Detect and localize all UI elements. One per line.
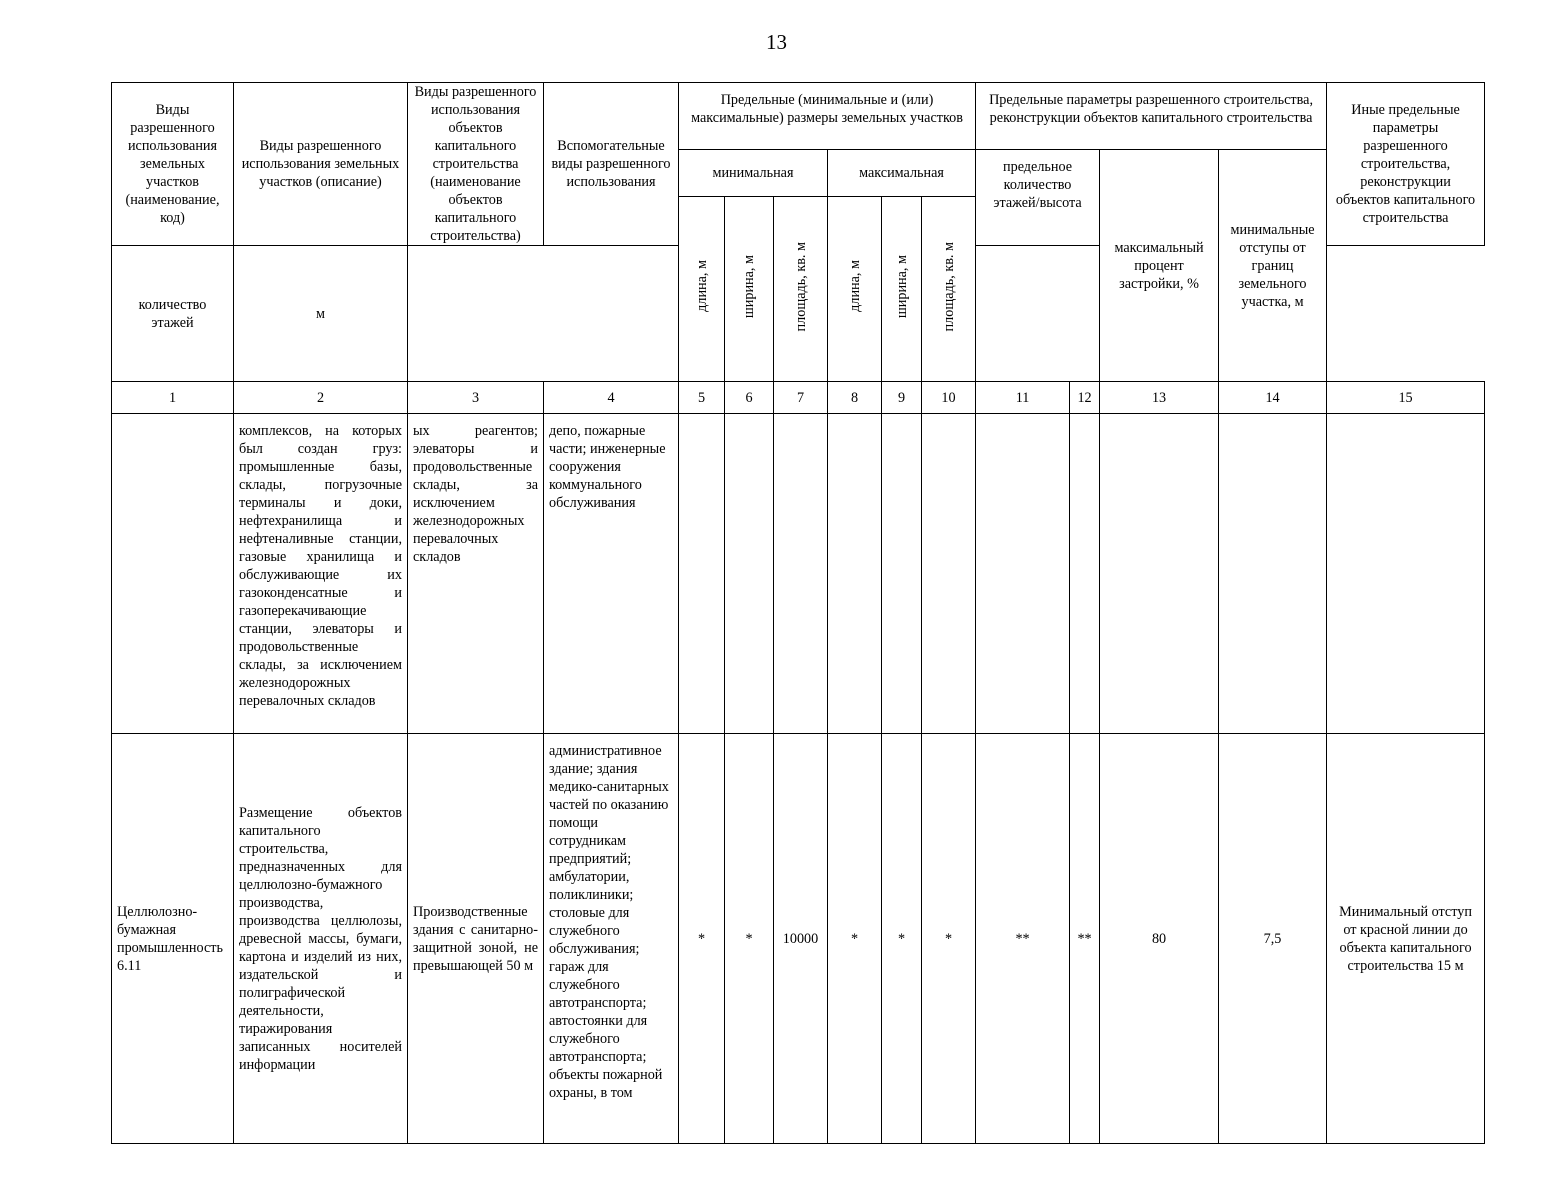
column-number: 11 <box>976 382 1070 414</box>
header-min-length-cell <box>679 196 725 382</box>
header-min-width: ширина, м <box>741 254 757 318</box>
header-group-params: Предельные параметры разрешенного строительства, реконструкции объектов капитального строительства <box>976 83 1327 150</box>
column-number: 2 <box>234 382 408 414</box>
header-minimal: минимальная <box>679 150 828 197</box>
row2-c7: 10000 <box>774 734 828 1144</box>
row1-c14 <box>1219 414 1327 734</box>
row2-c11: ** <box>976 734 1070 1144</box>
column-number: 8 <box>828 382 882 414</box>
column-number: 10 <box>922 382 976 414</box>
row1-c11 <box>976 414 1070 734</box>
row1-c1 <box>112 414 234 734</box>
row2-c8: * <box>828 734 882 1144</box>
header-meters: м <box>234 246 408 382</box>
header-floors-height: предельное количество этажей/высота <box>976 150 1100 246</box>
column-number: 6 <box>725 382 774 414</box>
column-numbers-row <box>112 382 1485 414</box>
header-col4: Вспомогательные виды разрешенного использования <box>544 83 679 246</box>
header-max-percent: максимальный процент застройки, % <box>1100 150 1219 382</box>
row1-c8 <box>828 414 882 734</box>
row1-c7 <box>774 414 828 734</box>
header-min-setbacks: минимальные отступы от границ земельного участка, м <box>1219 150 1327 382</box>
row2-c15: Минимальный отступ от красной линии до объекта капитального строительства 15 м <box>1327 734 1485 1144</box>
table-row <box>112 414 1485 734</box>
row1-c10 <box>922 414 976 734</box>
header-min-area: площадь, кв. м <box>792 241 809 331</box>
header-max-width: ширина, м <box>893 254 910 318</box>
table-row <box>112 734 1485 1144</box>
row1-c6 <box>725 414 774 734</box>
header-max-area-cell <box>922 196 976 382</box>
column-number: 3 <box>408 382 544 414</box>
row2-c2: Размещение объектов капитального строительства, предназначенных для целлюлозно-бумажного производства, производства целлюлозы, древесной массы, бумаги, картона и изделий из них, издательской и полиграфической деятельности, тиражирования записанных носителей информации <box>234 734 408 1144</box>
header-maximal: максимальная <box>828 150 976 197</box>
column-number: 4 <box>544 382 679 414</box>
header-group-sizes: Предельные (минимальные и (или) максимальные) размеры земельных участков <box>679 83 976 150</box>
header-max-area: площадь, кв. м <box>940 241 957 331</box>
row1-c4: депо, пожарные части; инженерные сооружения коммунального обслуживания <box>544 414 679 734</box>
row2-c9: * <box>882 734 922 1144</box>
header-col1: Виды разрешенного использования земельных участков (наименование, код) <box>112 83 234 246</box>
header-col2: Виды разрешенного использования земельных участков (описание) <box>234 83 408 246</box>
header-col15: Иные предельные параметры разрешенного строительства, реконструкции объектов капитального строительства <box>1327 83 1485 246</box>
row1-c5 <box>679 414 725 734</box>
row2-c10: * <box>922 734 976 1144</box>
row2-c6: * <box>725 734 774 1144</box>
row2-c13: 80 <box>1100 734 1219 1144</box>
regulations-table <box>111 82 1485 1144</box>
column-number: 1 <box>112 382 234 414</box>
column-number: 14 <box>1219 382 1327 414</box>
row2-c5: * <box>679 734 725 1144</box>
header-min-area-cell <box>774 196 828 382</box>
header-max-length: длина, м <box>846 260 863 313</box>
row1-c3: ых реагентов; элеваторы и продовольственные склады, за исключением железнодорожных перевалочных складов <box>408 414 544 734</box>
row2-c12: ** <box>1070 734 1100 1144</box>
column-number: 7 <box>774 382 828 414</box>
header-min-length: длина, м <box>693 260 710 313</box>
row2-c1: Целлюлозно-бумажная промышленность 6.11 <box>112 734 234 1144</box>
column-number: 12 <box>1070 382 1100 414</box>
header-col3: Виды разрешенного использования объектов капитального строительства (наименование объектов капитального строительства) <box>408 83 544 246</box>
column-number: 5 <box>679 382 725 414</box>
header-max-width-cell <box>882 196 922 382</box>
row1-c13 <box>1100 414 1219 734</box>
row2-c14: 7,5 <box>1219 734 1327 1144</box>
page-number: 13 <box>766 30 787 54</box>
row2-c4: административное здание; здания медико-санитарных частей по оказанию помощи сотрудникам предприятий; амбулатории, поликлиники; столовые для служебного обслуживания; гараж для служебного автотранспорта; автостоянки для служебного автотранспорта; объекты пожарной охраны, в том <box>544 734 679 1144</box>
row1-c12 <box>1070 414 1100 734</box>
column-number: 9 <box>882 382 922 414</box>
row2-c3: Производственные здания с санитарно-защитной зоной, не превышающей 50 м <box>408 734 544 1144</box>
header-floors-count: количество этажей <box>112 246 234 382</box>
header-min-width-cell <box>725 196 774 382</box>
row1-c15 <box>1327 414 1485 734</box>
column-number: 15 <box>1327 382 1485 414</box>
row1-c9 <box>882 414 922 734</box>
column-number: 13 <box>1100 382 1219 414</box>
row1-c2: комплексов, на которых был создан груз: промышленные базы, склады, погрузочные терминалы и доки, нефтехранилища и нефтеналивные станции, газовые хранилища и обслуживающие их газоконденсатные и газоперекачивающие станции, элеваторы и продовольственные склады, за исключением железнодорожных перевалочных складов <box>234 414 408 734</box>
header-max-length-cell <box>828 196 882 382</box>
